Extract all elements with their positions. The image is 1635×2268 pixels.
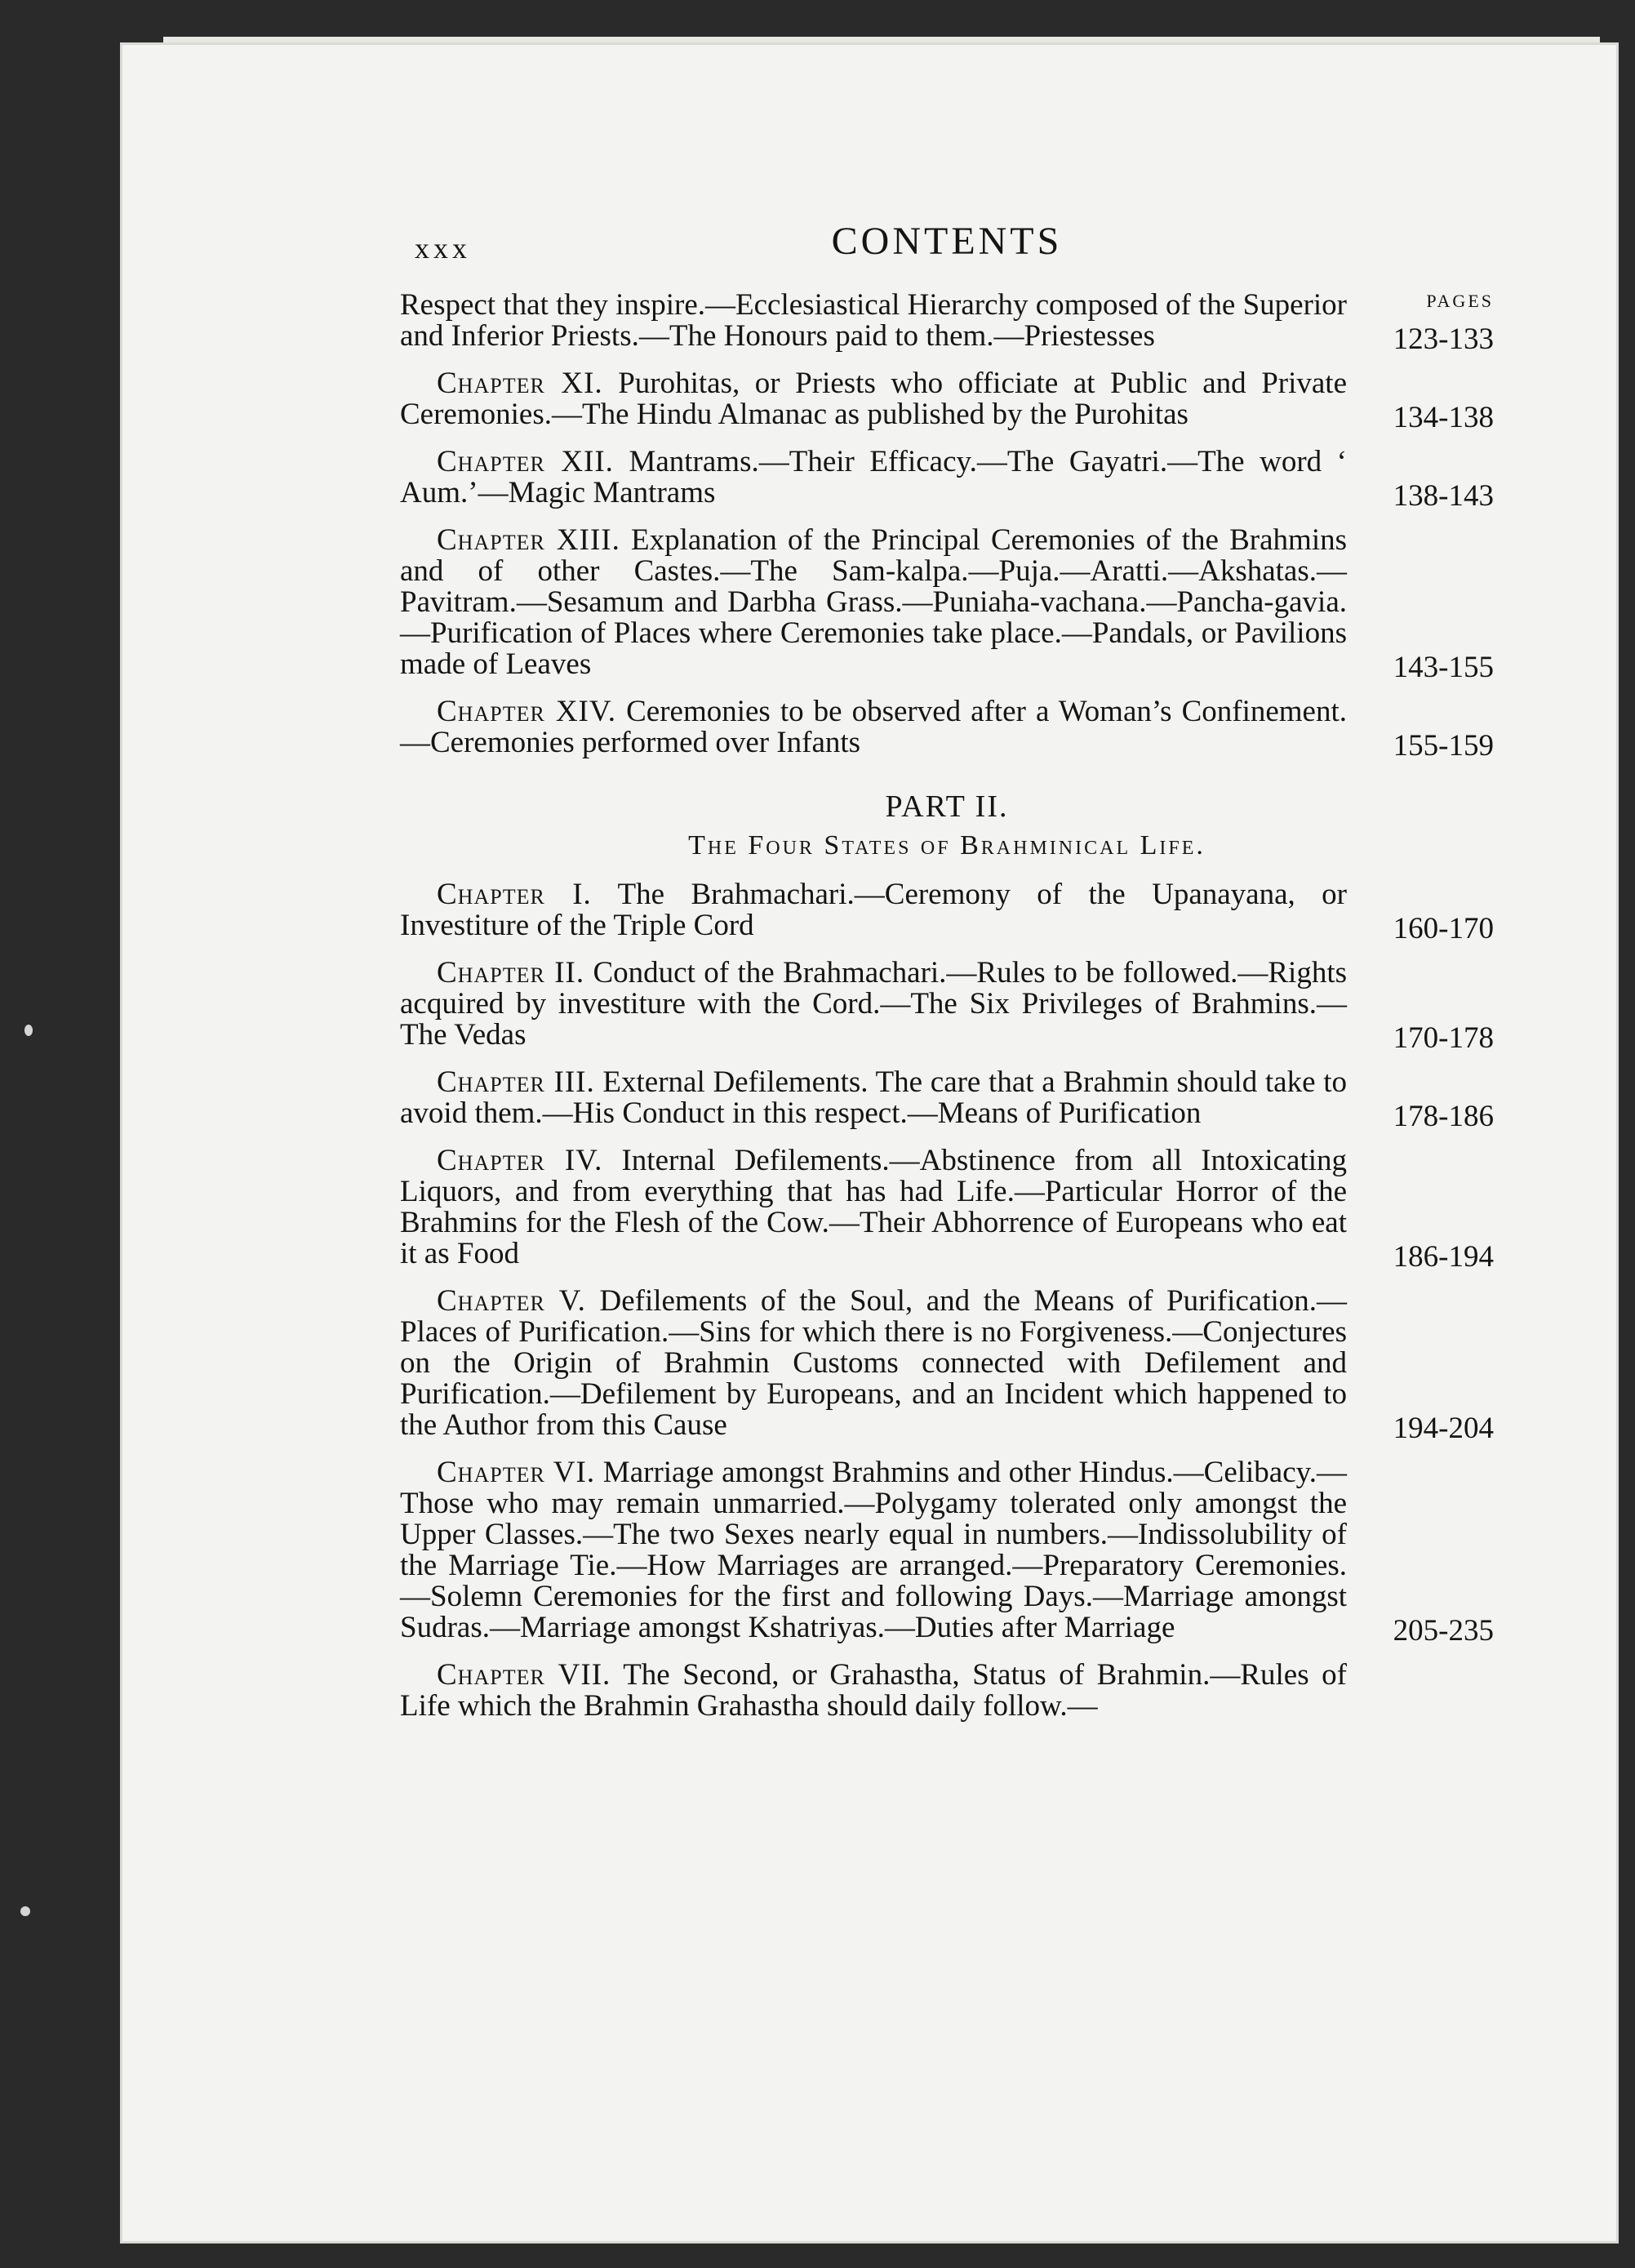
page-header	[400, 220, 1494, 311]
toc-entry	[400, 1660, 1494, 1722]
chapter-label: Chapter I.	[437, 878, 592, 911]
toc-entry-text	[400, 525, 1494, 680]
chapter-description: The Second, or Grahastha, Status of Brahmin.—Rules of Life which the Brahmin Grahastha should daily follow.—	[400, 1658, 1347, 1723]
chapter-description: Internal Defilements.—Abstinence from all Intoxicating Liquors, and from everything that has had Life.—Particular Horror of the Brahmins for the Flesh of the Cow.—Their Abhorrence of Europeans who eat it as Food	[400, 1144, 1347, 1270]
chapter-description: Purohitas, or Priests who officiate at Public and Private Ceremonies.—The Hindu Almanac as published by the Purohitas	[400, 367, 1347, 431]
page-range: 134-138	[1393, 401, 1494, 434]
page-range: 170-178	[1393, 1021, 1494, 1055]
toc-entry	[400, 1456, 1494, 1648]
toc-entry-text	[400, 1067, 1494, 1129]
toc-entry-text	[400, 1286, 1494, 1441]
toc-entry-text	[400, 958, 1494, 1051]
page-range: 194-204	[1393, 1412, 1494, 1445]
toc-entry	[400, 695, 1494, 763]
page-number: xxx	[415, 232, 471, 265]
chapter-description: Ceremonies to be observed after a Woman’s Confinement.—Ceremonies performed over Infants	[400, 695, 1348, 759]
scan-speck	[24, 1025, 33, 1036]
page-title: CONTENTS	[831, 220, 1063, 263]
toc-entry-text	[400, 447, 1494, 509]
pages-column-label: PAGES	[1426, 291, 1494, 311]
page-range: 178-186	[1393, 1100, 1494, 1133]
chapter-label: Chapter V.	[437, 1284, 586, 1318]
toc-entry	[400, 1065, 1494, 1133]
chapter-description: External Defilements. The care that a Brahmin should take to avoid them.—His Conduct in this respect.—Means of Purification	[400, 1065, 1348, 1130]
chapter-description: Defilements of the Soul, and the Means of Purification.—Places of Purification.—Sins for which there is no Forgiveness.—Conjectures on the Origin of Brahmin Customs connected with Defilement and Purification.—Defilement by Europeans, and an Incident which happened to the Author from this Cause	[400, 1284, 1348, 1442]
page-range: 143-155	[1393, 651, 1494, 684]
toc-entry-text	[400, 1145, 1494, 1270]
part-subheading: The Four States of Brahminical Life.	[688, 830, 1206, 861]
chapter-description: Respect that they inspire.—Ecclesiastical Hierarchy composed of the Superior and Inferior Priests.—The Honours paid to them.—Priestesses	[400, 288, 1347, 353]
chapter-label: Chapter III.	[437, 1065, 595, 1099]
toc-entry-text	[400, 368, 1494, 430]
toc-entry	[400, 956, 1494, 1055]
page-range: 138-143	[1393, 479, 1494, 513]
part-heading: PART II.	[885, 789, 1009, 824]
toc-entry	[400, 367, 1494, 434]
toc-entry-text	[400, 879, 1494, 941]
chapter-label: Chapter II.	[437, 956, 585, 989]
contents-page	[400, 220, 1494, 1738]
toc-entry-text	[400, 1457, 1494, 1643]
toc-entry	[400, 878, 1494, 945]
chapter-description: Mantrams.—Their Efficacy.—The Gayatri.—The word ‘ Aum.’—Magic Mantrams	[400, 445, 1347, 509]
toc-entry	[400, 445, 1494, 513]
chapter-description: Marriage amongst Brahmins and other Hindus.—Celibacy.—Those who may remain unmarried.—Polygamy tolerated only amongst the Upper Classes.—The two Sexes nearly equal in numbers.—Indissolubility of the Marriage Tie.—How Marriages are arranged.—Preparatory Ceremonies.—Solemn Ceremonies for the first and following Days.—Marriage amongst Sudras.—Marriage amongst Kshatriyas.—Duties after Marriage	[400, 1456, 1347, 1644]
toc-entry-text	[400, 1660, 1494, 1722]
chapter-label: Chapter XI.	[437, 367, 603, 400]
chapter-label: Chapter XIII.	[437, 523, 620, 557]
chapter-description: Explanation of the Principal Ceremonies of the Brahmins and of other Castes.—The Sam-kalpa.—Puja.—Aratti.—Akshatas.—Pavitram.—Sesamum and Darbha Grass.—Puniaha-vachana.—Pancha-gavia.—Purification of Places where Ceremonies take place.—Pandals, or Pavilions made of Leaves	[400, 523, 1347, 681]
page-range: 186-194	[1393, 1240, 1494, 1274]
toc-entry-text	[400, 290, 1494, 352]
toc-entry	[400, 1284, 1494, 1445]
toc-entry	[400, 288, 1494, 356]
scan-speck	[20, 1906, 30, 1916]
chapter-label: Chapter VI.	[437, 1456, 596, 1489]
part2-entries	[400, 879, 1494, 1722]
chapter-description: Conduct of the Brahmachari.—Rules to be followed.—Rights acquired by investiture with the Cord.—The Six Privileges of Brahmins.—The Vedas	[400, 956, 1347, 1052]
page-range: 123-133	[1393, 322, 1494, 356]
toc-entry	[400, 1144, 1494, 1274]
chapter-label: Chapter XIV.	[437, 695, 617, 728]
page-range: 160-170	[1393, 912, 1494, 945]
part1-entries	[400, 288, 1494, 763]
page-range: 155-159	[1393, 729, 1494, 763]
toc-entry	[400, 523, 1494, 684]
chapter-description: The Brahmachari.—Ceremony of the Upanayana, or Investiture of the Triple Cord	[400, 878, 1347, 942]
chapter-label: Chapter XII.	[437, 445, 614, 478]
chapter-label: Chapter VII.	[437, 1658, 611, 1692]
chapter-label: Chapter IV.	[437, 1144, 603, 1177]
page-range: 205-235	[1393, 1614, 1494, 1648]
toc-entry-text	[400, 696, 1494, 758]
